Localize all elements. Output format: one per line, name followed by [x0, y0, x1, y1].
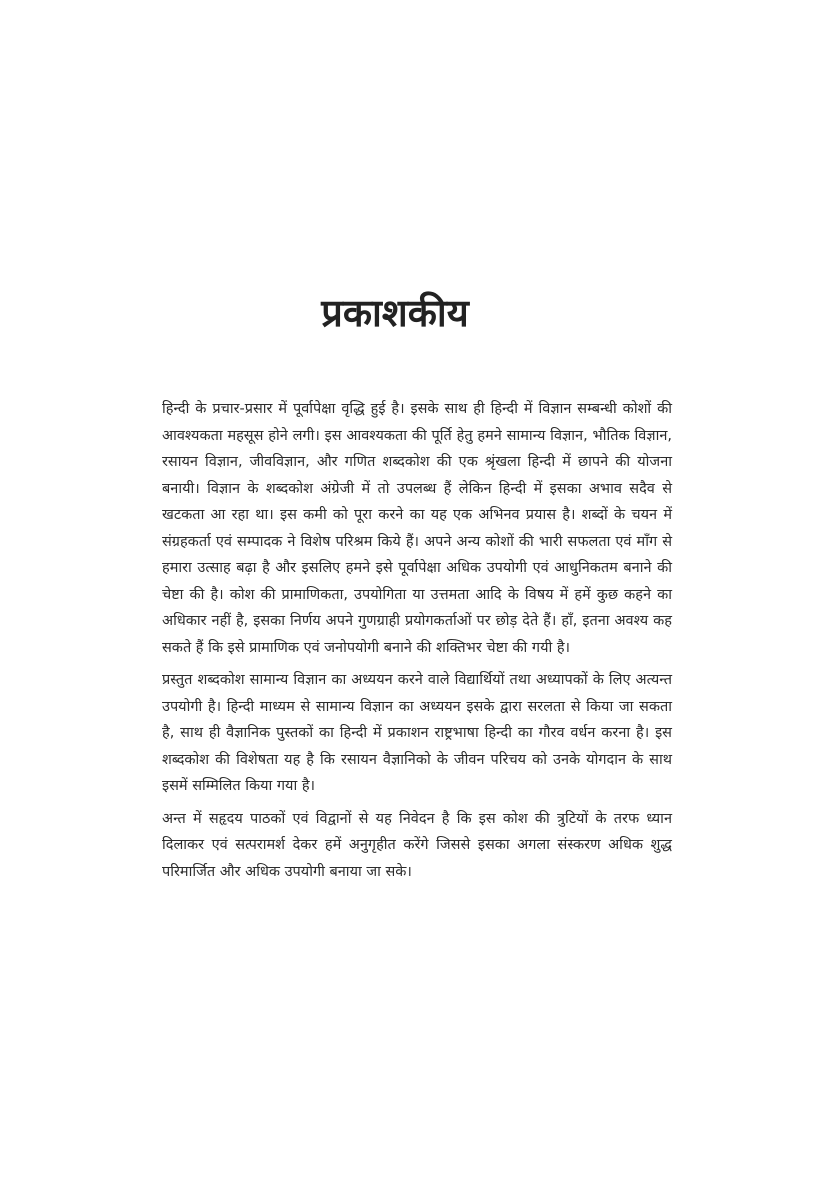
paragraph-1: हिन्दी के प्रचार-प्रसार में पूर्वापेक्षा वृद्धि हुई है। इसके साथ ही हिन्दी में विज्ञान सम्बन्धी कोशों की आवश्यकता महसूस होने लगी। इस आवश्यकता की पूर्ति हेतु हमने सामान्य विज्ञान, भौतिक विज्ञान, रसायन विज्ञान, जीवविज्ञान, और गणित शब्दकोश की एक श्रृंखला हिन्दी में छापने की योजना बनायी। विज्ञान के शब्दकोश अंग्रेजी में तो उपलब्ध हैं लेकिन हिन्दी में इसका अभाव सदैव से खटकता आ रहा था। इस कमी को पूरा करने का यह एक अभिनव प्रयास है। शब्दों के चयन में संग्रहकर्ता एवं सम्पादक ने विशेष परिश्रम किये हैं। अपने अन्य कोशों की भारी सफलता एवं माँग से हमारा उत्साह बढ़ा है और इसलिए हमने इसे पूर्वापेक्षा अधिक उपयोगी एवं आधुनिकतम बनाने की चेष्टा की है। कोश की प्रामाणिकता, उपयोगिता या उत्तमता आदि के विषय में हमें कुछ कहने का अधिकार नहीं है, इसका निर्णय अपने गुणग्राही प्रयोगकर्ताओं पर छोड़ देते हैं। हाँ, इतना अवश्य कह सकते हैं कि इसे प्रामाणिक एवं जनोपयोगी बनाने की शक्तिभर चेष्टा की गयी है।: [162, 401, 672, 656]
paragraph-3: अन्त में सहृदय पाठकों एवं विद्वानों से यह निवेदन है कि इस कोश की त्रुटियों के तरफ ध्यान दिलाकर एवं सत्परामर्श देकर हमें अनुगृहीत करेंगे जिससे इसका अगला संस्करण अधिक शुद्ध परिमार्जित और अधिक उपयोगी बनाया जा सके।: [162, 810, 672, 880]
page-title: प्रकाशकीय: [321, 291, 469, 335]
paragraph-2: प्रस्तुत शब्दकोश सामान्य विज्ञान का अध्ययन करने वाले विद्यार्थियों तथा अध्यापकों के लिए अत्यन्त उपयोगी है। हिन्दी माध्यम से सामान्य विज्ञान का अध्ययन इसके द्वारा सरलता से किया जा सकता है, साथ ही वैज्ञानिक पुस्तकों का हिन्दी में प्रकाशन राष्ट्रभाषा हिन्दी का गौरव वर्धन करना है। इस शब्दकोश की विशेषता यह है कि रसायन वैज्ञानिको के जीवन परिचय को उनके योगदान के साथ इसमें सम्मिलित किया गया है।: [162, 672, 672, 794]
body-text: [162, 396, 672, 891]
